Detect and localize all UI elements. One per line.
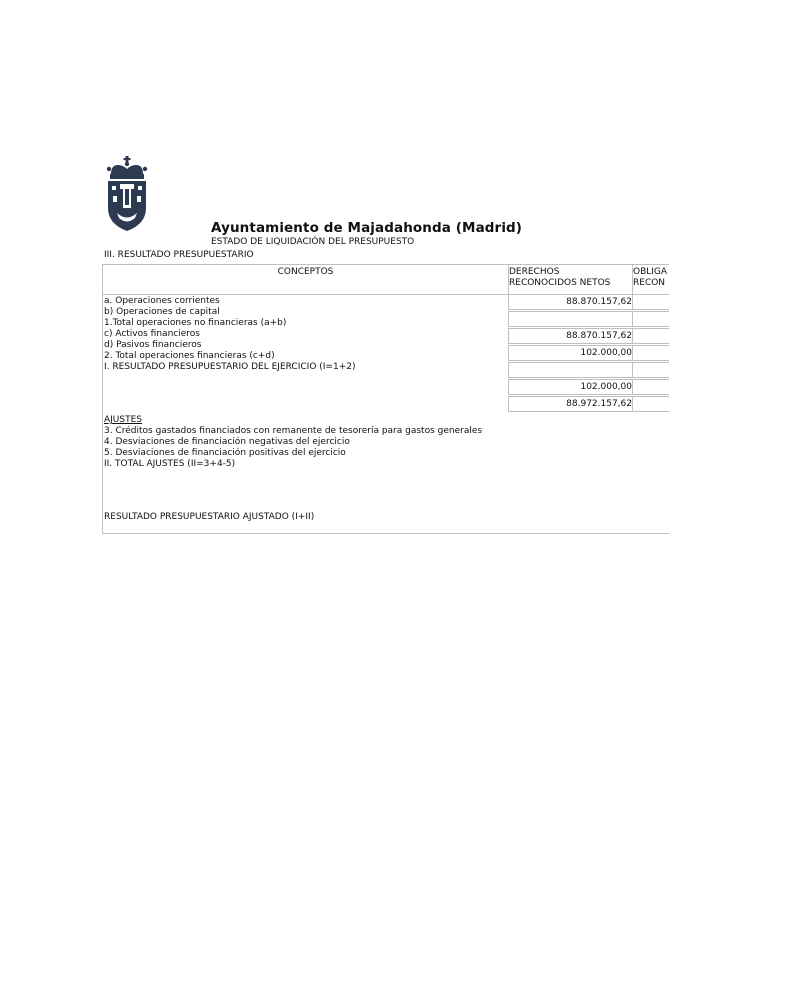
section-title: III. RESULTADO PRESUPUESTARIO (104, 250, 254, 260)
obligaciones-value-cell (633, 396, 669, 412)
page-subtitle: ESTADO DE LIQUIDACIÓN DEL PRESUPUESTO (211, 237, 415, 247)
column-header-obligaciones-line2: RECON (633, 278, 666, 288)
obligaciones-value-cell (633, 328, 669, 344)
obligaciones-value-cell (633, 311, 669, 327)
crest-logo (105, 156, 149, 232)
column-header-derechos-line2: RECONOCIDOS NETOS (509, 278, 611, 288)
column-header-derechos-line1: DERECHOS (509, 267, 560, 277)
row-label: 2. Total operaciones financieras (c+d) (104, 351, 275, 361)
derechos-value-cell (508, 311, 633, 327)
derechos-value-cell: 88.870.157,62 (508, 294, 633, 310)
row-label: c) Activos financieros (104, 329, 200, 339)
ajustes-row: 3. Créditos gastados financiados con remanente de tesorería para gastos generales (104, 426, 483, 436)
column-header-obligaciones-line1: OBLIGA (633, 267, 668, 277)
derechos-value-cell: 88.870.157,62 (508, 328, 633, 344)
derechos-value-cell: 102.000,00 (508, 379, 633, 395)
ajustes-row: 5. Desviaciones de financiación positivas del ejercicio (104, 448, 346, 458)
ajustes-row: 4. Desviaciones de financiación negativas del ejercicio (104, 437, 350, 447)
ajustes-heading: AJUSTES (104, 415, 143, 425)
column-divider (632, 265, 633, 294)
obligaciones-value-cell (633, 379, 669, 395)
row-label: b) Operaciones de capital (104, 307, 220, 317)
derechos-value-cell: 102.000,00 (508, 345, 633, 361)
column-header-concepts: CONCEPTOS (277, 267, 334, 277)
page-title: Ayuntamiento de Majadahonda (Madrid) (211, 220, 523, 236)
derechos-value-cell (508, 362, 633, 378)
derechos-value-cell: 88.972.157,62 (508, 396, 633, 412)
final-result-row: RESULTADO PRESUPUESTARIO AJUSTADO (I+II) (104, 512, 315, 522)
row-label: d) Pasivos financieros (104, 340, 202, 350)
row-label: 1.Total operaciones no financieras (a+b) (104, 318, 287, 328)
obligaciones-value-cell (633, 362, 669, 378)
obligaciones-value-cell (633, 294, 669, 310)
obligaciones-value-cell (633, 345, 669, 361)
ajustes-total: II. TOTAL AJUSTES (II=3+4-5) (104, 459, 236, 469)
column-header-obligaciones (633, 267, 667, 289)
column-divider (508, 265, 509, 294)
row-label: I. RESULTADO PRESUPUESTARIO DEL EJERCICIO (I=1+2) (104, 362, 356, 372)
row-label: a. Operaciones corrientes (104, 296, 220, 306)
column-header-derechos (509, 267, 610, 289)
result-table (102, 264, 669, 534)
